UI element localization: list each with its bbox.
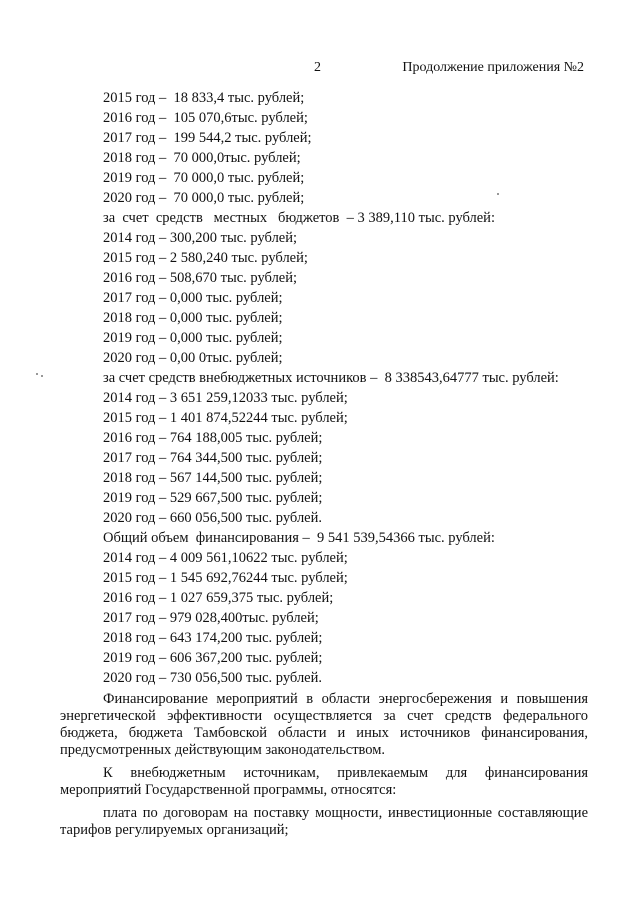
year-line: 2018 год – 70 000,0тыс. рублей;: [103, 150, 301, 166]
scan-speck: [36, 373, 38, 375]
appendix-continuation-note: Продолжение приложения №2: [402, 60, 584, 75]
year-line: 2016 год – 508,670 тыс. рублей;: [103, 270, 298, 286]
year-line: 2014 год – 3 651 259,12033 тыс. рублей;: [103, 390, 348, 406]
year-line: 2018 год – 643 174,200 тыс. рублей;: [103, 630, 323, 646]
year-line: 2014 год – 4 009 561,10622 тыс. рублей;: [103, 550, 348, 566]
year-line: 2016 год – 764 188,005 тыс. рублей;: [103, 430, 323, 446]
year-line: 2019 год – 529 667,500 тыс. рублей;: [103, 490, 323, 506]
year-line: 2015 год – 1 545 692,76244 тыс. рублей;: [103, 570, 348, 586]
scan-speck: [41, 375, 43, 377]
federal-funding-years: [60, 88, 588, 688]
year-line: 2019 год – 0,000 тыс. рублей;: [103, 330, 283, 346]
year-line: 2015 год – 2 580,240 тыс. рублей;: [103, 250, 308, 266]
year-line: 2020 год – 660 056,500 тыс. рублей.: [103, 510, 323, 526]
financing-paragraph: Финансирование мероприятий в области энергосбережения и повышения энергетической эффективности осуществляется за счет средств федерального бюджета, бюджета Тамбовской области и иных источников финансирования, предусмотренных действующим законодательством.: [60, 691, 588, 758]
extra-budget-heading: за счет средств внебюджетных источников – 8 338543,64777 тыс. рублей:: [103, 370, 559, 386]
year-line: 2016 год – 1 027 659,375 тыс. рублей;: [103, 590, 334, 606]
scan-speck: [497, 193, 499, 195]
year-line: 2017 год – 199 544,2 тыс. рублей;: [103, 130, 312, 146]
local-budget-heading: за счет средств местных бюджетов – 3 389,110 тыс. рублей:: [103, 210, 495, 226]
year-line: 2018 год – 0,000 тыс. рублей;: [103, 310, 283, 326]
year-line: 2015 год – 18 833,4 тыс. рублей;: [103, 90, 305, 106]
document-body: [60, 88, 588, 839]
total-funding-heading: Общий объем финансирования – 9 541 539,54366 тыс. рублей:: [103, 530, 495, 546]
page-number: 2: [314, 60, 321, 75]
year-line: 2018 год – 567 144,500 тыс. рублей;: [103, 470, 323, 486]
year-line: 2019 год – 606 367,200 тыс. рублей;: [103, 650, 323, 666]
year-line: 2019 год – 70 000,0 тыс. рублей;: [103, 170, 305, 186]
extrabudgetary-sources-paragraph: К внебюджетным источникам, привлекаемым для финансирования мероприятий Государственной программы, относятся:: [60, 765, 588, 798]
capacity-payment-paragraph: плата по договорам на поставку мощности, инвестиционные составляющие тарифов регулируемых организаций;: [60, 805, 588, 838]
year-line: 2020 год – 70 000,0 тыс. рублей;: [103, 190, 305, 206]
year-line: 2015 год – 1 401 874,52244 тыс. рублей;: [103, 410, 348, 426]
year-line: 2014 год – 300,200 тыс. рублей;: [103, 230, 298, 246]
year-line: 2016 год – 105 070,6тыс. рублей;: [103, 110, 308, 126]
year-line: 2020 год – 730 056,500 тыс. рублей.: [103, 670, 323, 686]
year-line: 2020 год – 0,00 0тыс. рублей;: [103, 350, 283, 366]
year-line: 2017 год – 979 028,400тыс. рублей;: [103, 610, 319, 626]
year-line: 2017 год – 764 344,500 тыс. рублей;: [103, 450, 323, 466]
year-line: 2017 год – 0,000 тыс. рублей;: [103, 290, 283, 306]
